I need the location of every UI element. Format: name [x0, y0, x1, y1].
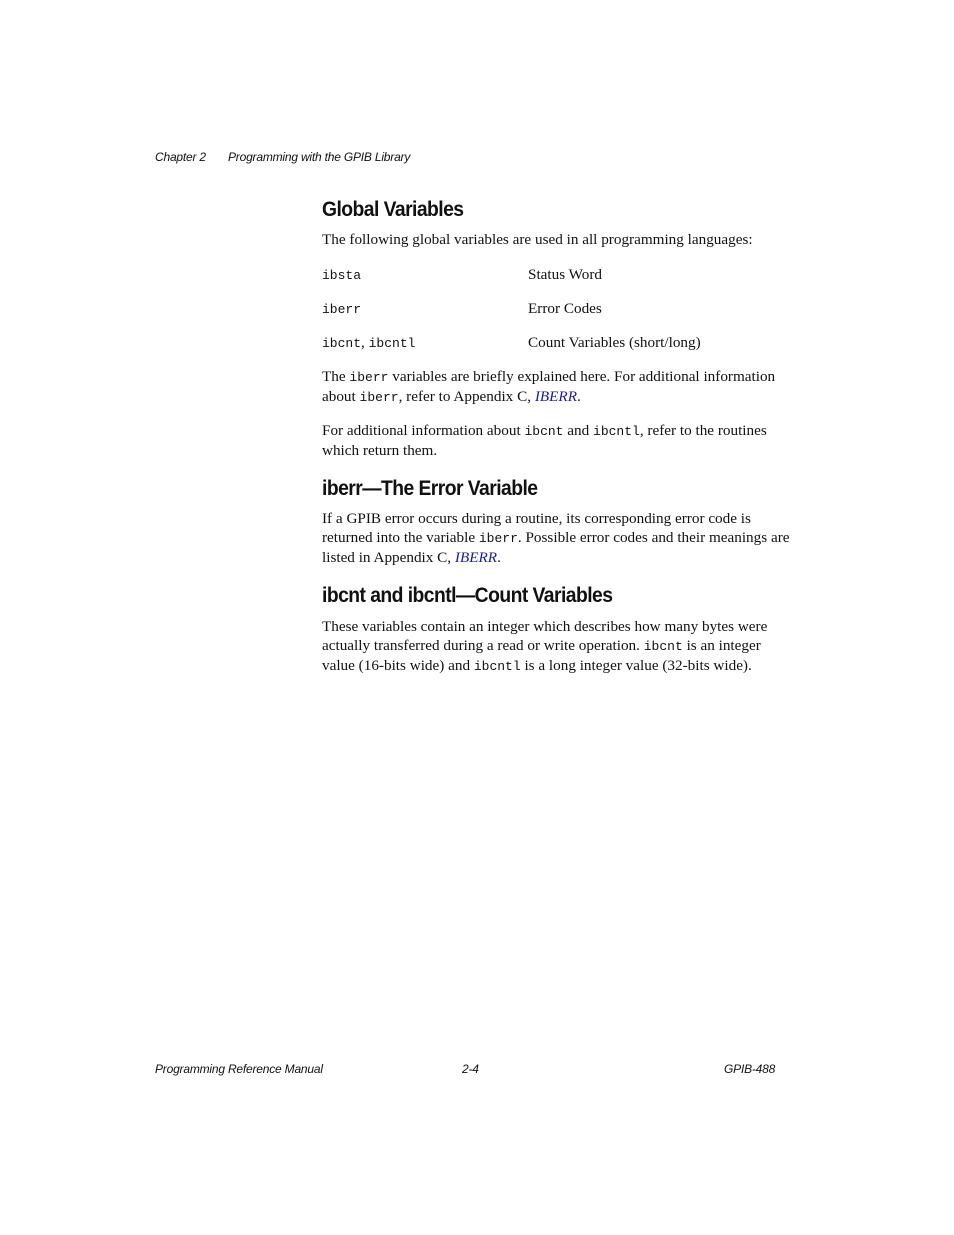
heading-global-variables: Global Variables [322, 198, 464, 221]
iberr-paragraph: If a GPIB error occurs during a routine, its corresponding error code is returned into the variable iberr. Possible error codes and their meanings are listed in Appendix C, IBERR. [322, 510, 790, 566]
header-title: Programming with the GPIB Library [228, 150, 411, 164]
heading-ibcnt: ibcnt and ibcntl—Count Variables [322, 584, 613, 607]
footer-manual-title: Programming Reference Manual [155, 1062, 323, 1076]
footer-page-number: 2-4 [462, 1062, 479, 1076]
header-chapter: Chapter 2 [155, 150, 206, 164]
global-intro: The following global variables are used in all programming languages: [322, 231, 753, 248]
variable-name: iberr [322, 302, 362, 317]
variable-desc: Error Codes [528, 300, 602, 317]
iberr-link[interactable]: IBERR [454, 549, 498, 566]
global-paragraph-2: For additional information about ibcnt and ibcntl, refer to the routines which return them. [322, 422, 767, 459]
variable-name: ibsta [322, 268, 362, 283]
variable-name: ibcnt, ibcntl [322, 334, 416, 351]
footer-product: GPIB-488 [724, 1062, 776, 1076]
heading-iberr: iberr—The Error Variable [322, 477, 538, 500]
global-paragraph-1: The iberr variables are briefly explained here. For additional information about iberr, refer to Appendix C, IBERR. [322, 368, 776, 405]
variable-desc: Status Word [528, 266, 603, 283]
ibcnt-paragraph: These variables contain an integer which describes how many bytes were actually transferred during a read or write operation. ibcnt is an integer value (16-bits wide) and ibcntl is a long integer value (32-bits wide). [322, 618, 768, 674]
variable-desc: Count Variables (short/long) [528, 334, 701, 351]
iberr-link[interactable]: IBERR [534, 388, 577, 405]
